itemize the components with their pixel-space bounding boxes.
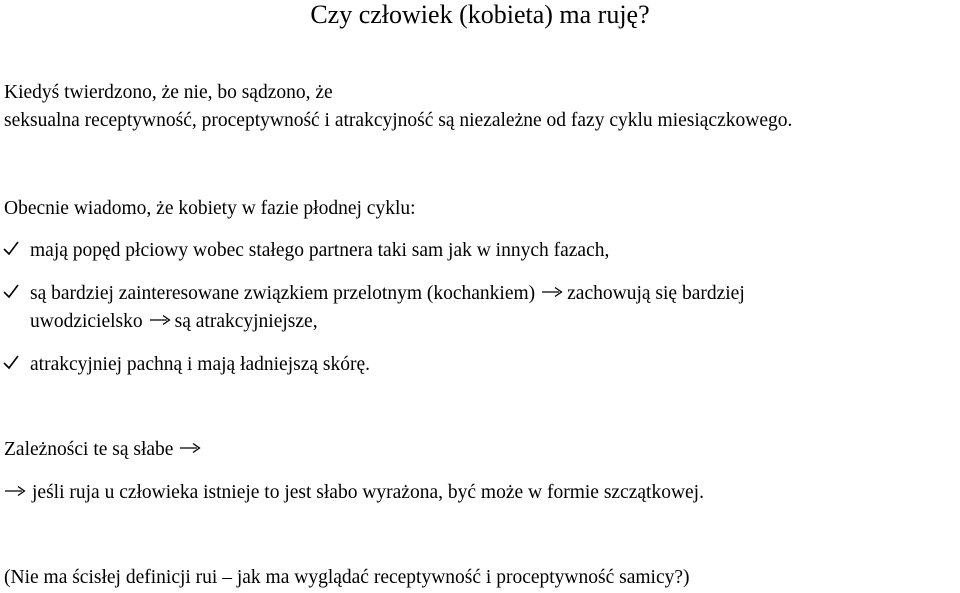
- bullet-item-1-text: mają popęd płciowy wobec stałego partnera taki sam jak w innych fazach,: [30, 240, 610, 261]
- bullet-item-2-text-c: uwodzicielsko: [30, 311, 143, 332]
- current-heading: Obecnie wiadomo, że kobiety w fazie płodnej cyklu:: [4, 198, 416, 219]
- closing-question: (Nie ma ścisłej definicji rui – jak ma wyglądać receptywność i proceptywność samicy?): [4, 567, 690, 588]
- checkmark-icon: [2, 353, 20, 371]
- bullet-item-1: [2, 238, 609, 264]
- checkmark-icon: [2, 282, 20, 300]
- bullet-item-3: [2, 352, 370, 378]
- dependence-line-1: [4, 437, 205, 463]
- dependence-line-2: [4, 480, 704, 506]
- right-arrow-icon: [4, 485, 26, 497]
- bullet-item-2-text-b: zachowują się bardziej: [567, 283, 745, 304]
- slide-title: Czy człowiek (kobieta) ma ruję?: [310, 0, 650, 29]
- right-arrow-icon: [149, 314, 171, 326]
- bullet-item-3-text: atrakcyjniej pachną i mają ładniejszą skórę.: [30, 354, 371, 375]
- bullet-item-2: [2, 281, 745, 307]
- bullet-item-2-text-a: są bardziej zainteresowane związkiem przelotnym (kochankiem): [30, 283, 536, 304]
- intro-line-2: seksualna receptywność, proceptywność i atrakcyjność są niezależne od fazy cyklu miesiączkowego.: [4, 110, 793, 131]
- checkmark-icon: [2, 239, 20, 257]
- bullet-item-2-continuation: [30, 309, 318, 335]
- intro-line-1: Kiedyś twierdzono, że nie, bo sądzono, że: [4, 82, 333, 103]
- bullet-item-2-text-d: są atrakcyjniejsze,: [174, 311, 318, 332]
- right-arrow-icon: [179, 442, 201, 454]
- dependence-line-1-text: Zależności te są słabe: [4, 439, 174, 460]
- dependence-line-2-text: jeśli ruja u człowieka istnieje to jest słabo wyrażona, być może w formie szczątkowej.: [32, 482, 704, 503]
- right-arrow-icon: [541, 286, 563, 298]
